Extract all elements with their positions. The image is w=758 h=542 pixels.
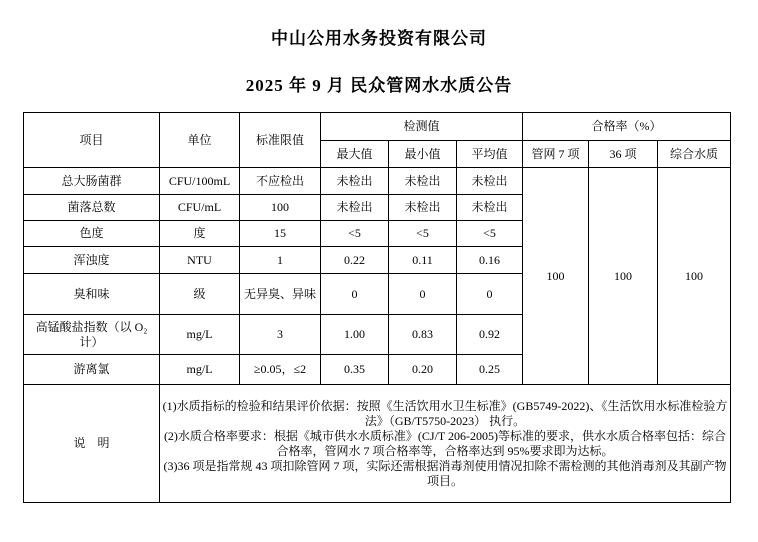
table-row-total-coliforms [24,168,731,195]
pass-rate-pipe7-value: 100 [523,168,589,385]
note-line-3: (3)36 项是指常规 43 项扣除管网 7 项，实际还需根据消毒剂使用情况扣除不需检测的其他消毒剂及其副产物项目。 [163,458,727,488]
notes-body [160,385,731,503]
col-header-max: 最大值 [321,141,389,168]
item-max: 0 [321,274,389,315]
item-limit: 3 [240,315,321,355]
col-header-avg: 平均值 [457,141,523,168]
item-unit: CFU/100mL [160,168,240,195]
note-line-2: (2)水质合格率要求：根据《城市供水水质标准》(CJ/T 206-2005)等标准的要求，供水水质合格率包括：综合合格率，管网水 7 项合格率等，合格率达到 95%要求即为达标。 [163,428,727,458]
item-name: 菌落总数 [24,195,160,221]
company-title: 中山公用水务投资有限公司 [271,29,487,48]
notes-row [24,385,731,503]
col-header-limit: 标准限值 [240,113,321,168]
item-unit: 级 [160,274,240,315]
item-limit: 100 [240,195,321,221]
header-row-1 [24,113,731,141]
item-limit: 1 [240,247,321,274]
item-min: 0 [389,274,457,315]
col-header-36items: 36 项 [589,141,658,168]
item-avg: <5 [457,221,523,247]
item-min: 0.11 [389,247,457,274]
pass-rate-36items-value: 100 [589,168,658,385]
item-unit: mg/L [160,315,240,355]
item-name: 色度 [24,221,160,247]
item-avg: 0 [457,274,523,315]
item-name: 总大肠菌群 [24,168,160,195]
item-min: 未检出 [389,168,457,195]
item-name: 游离氯 [24,355,160,385]
item-min: 0.20 [389,355,457,385]
col-header-item: 项目 [24,113,160,168]
report-title: 2025 年 9 月 民众管网水水质公告 [245,76,513,95]
col-header-pipe7: 管网 7 项 [523,141,589,168]
item-min: 未检出 [389,195,457,221]
item-avg: 0.92 [457,315,523,355]
item-name: 高锰酸盐指数（以 O₂ 计） [24,315,160,355]
col-header-detection: 检测值 [321,113,523,141]
item-max: 0.22 [321,247,389,274]
water-quality-report-page [0,24,758,503]
item-max: 1.00 [321,315,389,355]
item-unit: NTU [160,247,240,274]
item-max: 0.35 [321,355,389,385]
pass-rate-comprehensive-value: 100 [658,168,731,385]
item-limit: 不应检出 [240,168,321,195]
col-header-pass-rate: 合格率（%） [523,113,731,141]
item-unit: mg/L [160,355,240,385]
col-header-unit: 单位 [160,113,240,168]
col-header-min: 最小值 [389,141,457,168]
water-quality-table [23,112,731,503]
item-avg: 0.16 [457,247,523,274]
item-min: <5 [389,221,457,247]
item-avg: 未检出 [457,195,523,221]
col-header-comprehensive: 综合水质 [658,141,731,168]
item-unit: CFU/mL [160,195,240,221]
item-name: 臭和味 [24,274,160,315]
item-max: 未检出 [321,168,389,195]
item-unit: 度 [160,221,240,247]
item-limit: 15 [240,221,321,247]
item-max: <5 [321,221,389,247]
note-line-1: (1)水质指标的检验和结果评价依据：按照《生活饮用水卫生标准》(GB5749-2022)、《生活饮用水标准检验方法》（GB/T5750-2023） 执行。 [162,398,728,428]
item-limit: 无异臭、异味 [240,274,321,315]
item-avg: 未检出 [457,168,523,195]
item-limit: ≥0.05，≤2 [240,355,321,385]
item-min: 0.83 [389,315,457,355]
notes-label: 说 明 [24,385,160,503]
item-name: 浑浊度 [24,247,160,274]
item-avg: 0.25 [457,355,523,385]
item-max: 未检出 [321,195,389,221]
